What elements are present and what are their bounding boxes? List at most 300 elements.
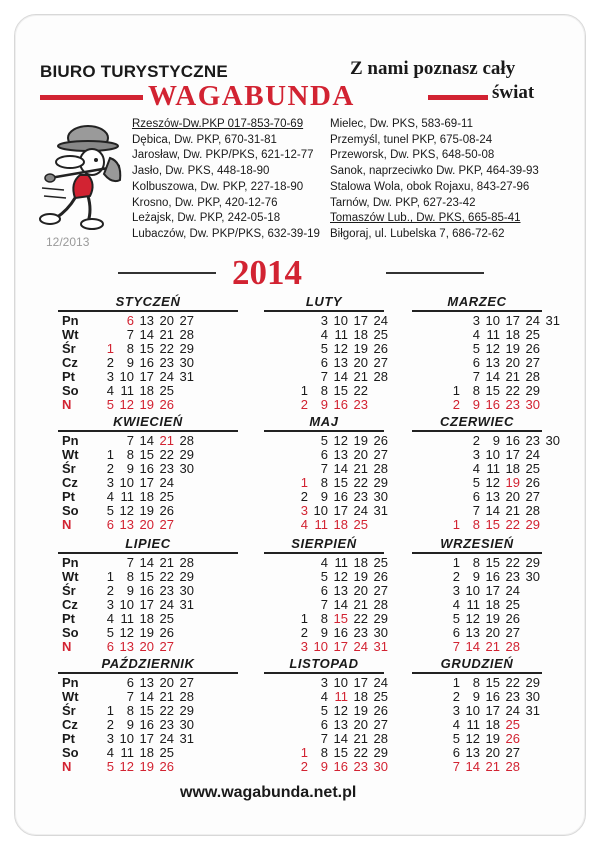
- day-number: 18: [505, 327, 520, 342]
- day-number: 13: [139, 675, 154, 690]
- day-number: 23: [353, 759, 368, 774]
- day-number: 19: [139, 503, 154, 518]
- month-rule: [58, 552, 238, 554]
- day-number: 5: [472, 475, 480, 490]
- day-number: 25: [159, 745, 174, 760]
- day-number: 29: [525, 555, 540, 570]
- slogan-line-1: Z nami poznasz cały: [350, 58, 516, 79]
- day-number: 7: [320, 731, 328, 746]
- day-number: 12: [119, 397, 134, 412]
- day-number: 30: [373, 489, 388, 504]
- day-number: 25: [525, 327, 540, 342]
- day-number: 28: [373, 597, 388, 612]
- address-line: Tomaszów Lub., Dw. PKS, 665-85-41: [330, 212, 521, 225]
- day-number: 9: [320, 489, 328, 504]
- weekday-label: N: [62, 759, 72, 774]
- month-title: PAŹDZIERNIK: [101, 656, 195, 671]
- day-number: 30: [525, 569, 540, 584]
- day-number: 9: [472, 569, 480, 584]
- day-number: 17: [139, 731, 154, 746]
- day-number: 21: [505, 503, 520, 518]
- day-number: 24: [353, 639, 368, 654]
- day-number: 16: [333, 397, 348, 412]
- day-number: 29: [525, 675, 540, 690]
- day-number: 12: [485, 475, 500, 490]
- day-number: 20: [353, 447, 368, 462]
- day-number: 16: [139, 461, 154, 476]
- day-number: 22: [353, 611, 368, 626]
- weekday-labels: [62, 314, 90, 412]
- day-number: 5: [106, 397, 114, 412]
- day-number: 28: [179, 555, 194, 570]
- day-number: 10: [119, 731, 134, 746]
- month-rule: [412, 430, 542, 432]
- day-number: 15: [333, 475, 348, 490]
- day-number: 2: [300, 397, 308, 412]
- day-number: 26: [505, 731, 520, 746]
- weekday-label: Pt: [62, 489, 75, 504]
- address-line: Jasło, Dw. PKS, 448-18-90: [132, 165, 270, 178]
- day-number: 5: [452, 731, 460, 746]
- day-number: 14: [333, 597, 348, 612]
- day-number: 1: [106, 447, 114, 462]
- day-number: 21: [159, 689, 174, 704]
- day-number: 8: [320, 611, 328, 626]
- day-number: 8: [320, 475, 328, 490]
- day-number: 18: [139, 489, 154, 504]
- day-number: 14: [485, 369, 500, 384]
- day-number: 27: [373, 355, 388, 370]
- day-number: 10: [313, 639, 328, 654]
- day-number: 7: [126, 689, 134, 704]
- weekday-label: So: [62, 625, 79, 640]
- day-number: 3: [106, 475, 114, 490]
- day-number: 8: [472, 555, 480, 570]
- day-number: 12: [333, 569, 348, 584]
- day-number: 18: [139, 745, 154, 760]
- day-number: 6: [472, 355, 480, 370]
- day-number: 31: [373, 503, 388, 518]
- day-number: 1: [106, 569, 114, 584]
- day-number: 11: [120, 745, 134, 760]
- day-number: 27: [159, 639, 174, 654]
- weekday-label: So: [62, 745, 79, 760]
- weekday-label: Pt: [62, 731, 75, 746]
- brand-top-label: BIURO TURYSTYCZNE: [40, 62, 228, 81]
- day-number: 2: [106, 461, 114, 476]
- day-number: 21: [353, 597, 368, 612]
- day-number: 4: [320, 555, 328, 570]
- day-number: 22: [353, 745, 368, 760]
- day-number: 29: [525, 383, 540, 398]
- day-number: 6: [126, 675, 134, 690]
- day-number: 16: [485, 569, 500, 584]
- day-number: 7: [126, 433, 134, 448]
- day-number: 27: [373, 717, 388, 732]
- weekday-label: Pn: [62, 555, 79, 570]
- day-number: 8: [320, 383, 328, 398]
- day-number: 8: [126, 447, 134, 462]
- address-line: Lubaczów, Dw. PKP/PKS, 632-39-19: [132, 227, 320, 240]
- day-number: 17: [333, 503, 348, 518]
- day-number: 9: [472, 689, 480, 704]
- day-number: 5: [320, 341, 328, 356]
- day-number: 23: [159, 583, 174, 598]
- address-list-left: [132, 117, 320, 243]
- day-number: 14: [333, 369, 348, 384]
- day-number: 5: [320, 433, 328, 448]
- day-number: 29: [525, 517, 540, 532]
- day-number: 28: [373, 731, 388, 746]
- day-number: 20: [505, 355, 520, 370]
- day-number: 2: [106, 717, 114, 732]
- day-number: 26: [373, 569, 388, 584]
- day-number: 9: [320, 397, 328, 412]
- month-title: GRUDZIEŃ: [440, 656, 514, 671]
- day-number: 3: [300, 503, 308, 518]
- day-number: 30: [179, 717, 194, 732]
- address-line: Mielec, Dw. PKS, 583-69-11: [330, 118, 473, 130]
- day-number: 19: [485, 731, 500, 746]
- edition-label: 12/2013: [46, 235, 90, 249]
- day-number: 12: [465, 731, 480, 746]
- day-number: 20: [139, 517, 154, 532]
- day-number: 19: [505, 341, 520, 356]
- day-number: 13: [333, 583, 348, 598]
- day-number: 23: [505, 569, 520, 584]
- day-number: 9: [126, 717, 134, 732]
- day-number: 23: [505, 397, 520, 412]
- day-number: 14: [465, 639, 480, 654]
- day-number: 26: [373, 703, 388, 718]
- day-number: 4: [452, 717, 460, 732]
- day-number: 18: [139, 611, 154, 626]
- day-number: 2: [300, 489, 308, 504]
- day-number: 27: [179, 313, 194, 328]
- day-number: 29: [373, 475, 388, 490]
- weekday-labels: [62, 556, 90, 654]
- day-number: 11: [486, 327, 500, 342]
- day-number: 25: [353, 517, 368, 532]
- day-number: 18: [485, 597, 500, 612]
- day-number: 1: [452, 383, 460, 398]
- day-number: 24: [525, 447, 540, 462]
- address-line: Biłgoraj, ul. Lubelska 7, 686-72-62: [330, 227, 505, 240]
- day-number: 11: [120, 611, 134, 626]
- day-number: 30: [179, 583, 194, 598]
- day-number: 9: [492, 433, 500, 448]
- day-number: 21: [485, 639, 500, 654]
- day-number: 4: [300, 517, 308, 532]
- day-number: 12: [119, 759, 134, 774]
- month-title: LISTOPAD: [289, 656, 359, 671]
- day-number: 17: [139, 475, 154, 490]
- day-number: 15: [485, 517, 500, 532]
- weekday-label: Cz: [62, 355, 78, 370]
- day-number: 18: [485, 717, 500, 732]
- day-number: 15: [139, 447, 154, 462]
- day-number: 4: [320, 689, 328, 704]
- day-number: 30: [179, 461, 194, 476]
- day-number: 3: [320, 313, 328, 328]
- day-number: 25: [505, 717, 520, 732]
- day-number: 29: [179, 341, 194, 356]
- day-number: 1: [300, 475, 308, 490]
- day-number: 17: [353, 313, 368, 328]
- day-number: 9: [472, 397, 480, 412]
- day-number: 25: [373, 555, 388, 570]
- day-number: 28: [525, 503, 540, 518]
- day-number: 19: [485, 611, 500, 626]
- month-title: MAJ: [309, 414, 339, 429]
- day-number: 22: [505, 555, 520, 570]
- day-number: 10: [313, 503, 328, 518]
- day-number: 11: [120, 489, 134, 504]
- weekday-label: N: [62, 517, 72, 532]
- day-number: 28: [373, 461, 388, 476]
- day-number: 31: [179, 731, 194, 746]
- weekday-label: Cz: [62, 475, 78, 490]
- day-number: 28: [525, 369, 540, 384]
- day-number: 13: [333, 717, 348, 732]
- month-title: STYCZEŃ: [115, 294, 181, 309]
- day-number: 13: [333, 355, 348, 370]
- day-number: 31: [373, 639, 388, 654]
- address-line: Stalowa Wola, obok Rojaxu, 843-27-96: [330, 180, 530, 193]
- weekday-label: Wt: [62, 447, 79, 462]
- day-number: 20: [485, 625, 500, 640]
- day-number: 15: [333, 383, 348, 398]
- day-number: 25: [373, 327, 388, 342]
- day-number: 11: [334, 555, 348, 570]
- day-number: 11: [334, 689, 348, 704]
- day-number: 23: [159, 355, 174, 370]
- day-number: 10: [333, 313, 348, 328]
- day-number: 2: [452, 569, 460, 584]
- day-number: 21: [353, 369, 368, 384]
- day-number: 15: [333, 611, 348, 626]
- day-number: 30: [179, 355, 194, 370]
- day-number: 16: [485, 689, 500, 704]
- day-number: 31: [545, 313, 560, 328]
- day-number: 4: [320, 327, 328, 342]
- address-line: Rzeszów-Dw.PKP 017-853-70-69: [132, 118, 304, 130]
- day-number: 2: [452, 397, 460, 412]
- weekday-label: Cz: [62, 597, 78, 612]
- day-number: 12: [333, 341, 348, 356]
- day-number: 9: [320, 625, 328, 640]
- address-line: Sanok, naprzeciwko Dw. PKP, 464-39-93: [330, 165, 539, 178]
- month-title: KWIECIEŃ: [113, 414, 183, 429]
- month-rule: [412, 552, 542, 554]
- day-number: 8: [472, 383, 480, 398]
- day-number: 5: [320, 569, 328, 584]
- day-number: 30: [545, 433, 560, 448]
- day-number: 25: [159, 611, 174, 626]
- day-number: 14: [139, 327, 154, 342]
- day-number: 2: [106, 583, 114, 598]
- day-number: 22: [505, 517, 520, 532]
- day-number: 11: [120, 383, 134, 398]
- day-number: 7: [320, 597, 328, 612]
- address-line: Krosno, Dw. PKP, 420-12-76: [132, 196, 278, 209]
- brand-bar-right: [428, 95, 488, 100]
- day-number: 19: [353, 569, 368, 584]
- day-number: 15: [139, 569, 154, 584]
- address-line: Jarosław, Dw. PKP/PKS, 621-12-77: [132, 149, 314, 162]
- day-number: 3: [300, 639, 308, 654]
- day-number: 13: [119, 517, 134, 532]
- day-number: 25: [373, 689, 388, 704]
- day-number: 8: [126, 569, 134, 584]
- day-number: 2: [300, 759, 308, 774]
- day-number: 10: [485, 313, 500, 328]
- day-number: 22: [159, 703, 174, 718]
- day-number: 18: [353, 689, 368, 704]
- day-number: 3: [472, 313, 480, 328]
- day-number: 7: [126, 327, 134, 342]
- day-number: 24: [505, 583, 520, 598]
- day-number: 23: [525, 433, 540, 448]
- day-number: 25: [505, 597, 520, 612]
- day-number: 13: [485, 489, 500, 504]
- day-number: 8: [126, 703, 134, 718]
- day-number: 9: [126, 461, 134, 476]
- day-number: 26: [159, 503, 174, 518]
- day-number: 18: [333, 517, 348, 532]
- hiker-mascot-icon: [30, 118, 130, 230]
- day-number: 1: [300, 745, 308, 760]
- day-number: 13: [333, 447, 348, 462]
- day-number: 15: [139, 703, 154, 718]
- month-rule: [412, 310, 542, 312]
- day-number: 7: [472, 503, 480, 518]
- day-number: 24: [373, 675, 388, 690]
- day-number: 27: [373, 583, 388, 598]
- weekday-label: Wt: [62, 689, 79, 704]
- day-number: 29: [179, 569, 194, 584]
- day-number: 15: [485, 555, 500, 570]
- day-number: 23: [353, 625, 368, 640]
- day-number: 18: [353, 555, 368, 570]
- day-number: 10: [333, 675, 348, 690]
- day-number: 26: [505, 611, 520, 626]
- day-number: 31: [179, 597, 194, 612]
- day-number: 27: [505, 625, 520, 640]
- day-number: 28: [505, 639, 520, 654]
- day-number: 14: [139, 555, 154, 570]
- day-number: 6: [452, 625, 460, 640]
- day-number: 12: [333, 433, 348, 448]
- day-number: 14: [485, 503, 500, 518]
- weekday-label: Pn: [62, 313, 79, 328]
- day-number: 24: [159, 369, 174, 384]
- day-number: 26: [159, 759, 174, 774]
- address-line: Tarnów, Dw. PKP, 627-23-42: [330, 196, 476, 209]
- day-number: 2: [452, 689, 460, 704]
- day-number: 11: [466, 717, 480, 732]
- day-number: 17: [505, 313, 520, 328]
- day-number: 21: [159, 555, 174, 570]
- day-number: 2: [106, 355, 114, 370]
- day-number: 30: [373, 625, 388, 640]
- day-number: 2: [472, 433, 480, 448]
- day-number: 5: [472, 341, 480, 356]
- day-number: 14: [333, 731, 348, 746]
- day-number: 26: [525, 341, 540, 356]
- day-number: 27: [179, 675, 194, 690]
- day-number: 6: [126, 313, 134, 328]
- day-number: 4: [106, 489, 114, 504]
- day-number: 19: [505, 475, 520, 490]
- day-number: 14: [465, 759, 480, 774]
- footer-url[interactable]: www.wagabunda.net.pl: [180, 784, 357, 801]
- month-title: SIERPIEŃ: [291, 536, 357, 551]
- weekday-label: So: [62, 503, 79, 518]
- day-number: 23: [159, 461, 174, 476]
- day-number: 9: [126, 355, 134, 370]
- day-number: 22: [159, 447, 174, 462]
- year-rule-right: [386, 272, 484, 274]
- day-number: 19: [139, 759, 154, 774]
- day-number: 20: [159, 313, 174, 328]
- day-number: 26: [373, 341, 388, 356]
- day-number: 20: [485, 745, 500, 760]
- day-number: 19: [353, 703, 368, 718]
- day-number: 10: [119, 475, 134, 490]
- day-number: 16: [505, 433, 520, 448]
- day-number: 20: [159, 675, 174, 690]
- day-number: 9: [126, 583, 134, 598]
- day-number: 16: [485, 397, 500, 412]
- brand-name: WAGABUNDA: [148, 80, 355, 112]
- day-number: 23: [353, 397, 368, 412]
- day-number: 24: [373, 313, 388, 328]
- day-number: 21: [485, 759, 500, 774]
- day-number: 4: [106, 611, 114, 626]
- weekday-label: Pn: [62, 675, 79, 690]
- day-number: 28: [373, 369, 388, 384]
- weekday-label: N: [62, 639, 72, 654]
- day-number: 12: [465, 611, 480, 626]
- month-title: LUTY: [305, 294, 343, 309]
- month-title: WRZESIEŃ: [440, 536, 514, 551]
- day-number: 4: [472, 327, 480, 342]
- day-number: 23: [159, 717, 174, 732]
- day-number: 4: [452, 597, 460, 612]
- day-number: 28: [179, 327, 194, 342]
- month-rule: [58, 672, 238, 674]
- month-title: LIPIEC: [125, 536, 171, 551]
- day-number: 10: [465, 703, 480, 718]
- day-number: 16: [139, 583, 154, 598]
- day-number: 3: [452, 583, 460, 598]
- day-number: 27: [159, 517, 174, 532]
- day-number: 30: [373, 759, 388, 774]
- day-number: 24: [159, 597, 174, 612]
- day-number: 4: [106, 383, 114, 398]
- day-number: 21: [505, 369, 520, 384]
- day-number: 28: [179, 689, 194, 704]
- weekday-label: Wt: [62, 569, 79, 584]
- day-number: 19: [139, 625, 154, 640]
- day-number: 13: [485, 355, 500, 370]
- day-number: 20: [353, 583, 368, 598]
- day-number: 17: [485, 583, 500, 598]
- day-number: 20: [505, 489, 520, 504]
- day-number: 17: [139, 369, 154, 384]
- day-number: 27: [525, 355, 540, 370]
